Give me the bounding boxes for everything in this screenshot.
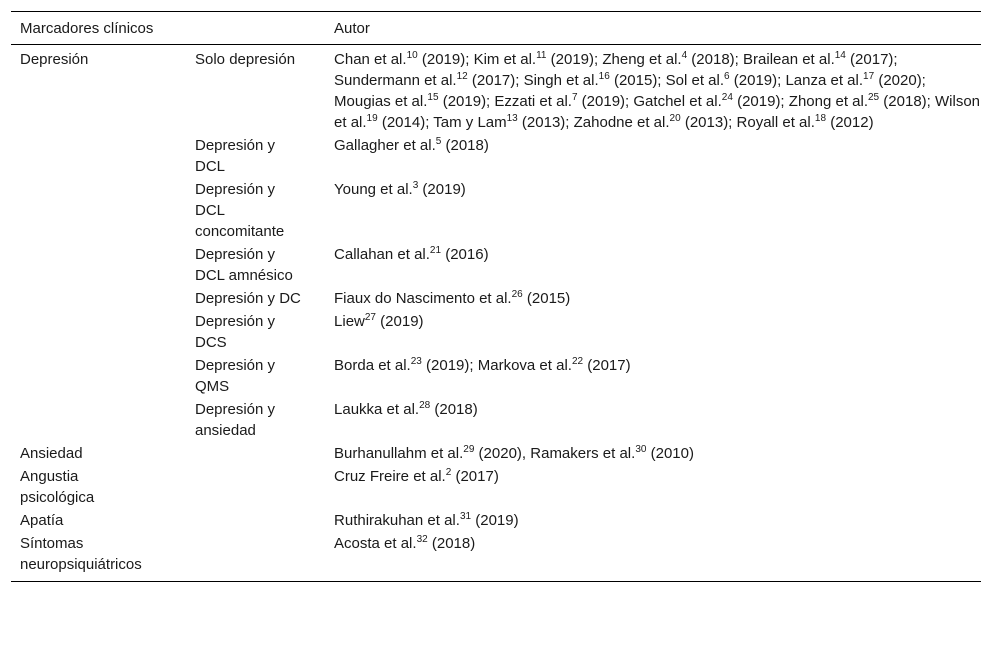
reference-author: Fiaux do Nascimento et al.: [334, 290, 512, 307]
marker-subtype: Depresión y DCL amnésico: [195, 246, 293, 284]
reference-author: Kim et al.: [473, 51, 537, 68]
reference-author: Royall et al.: [736, 114, 815, 131]
reference-year: (2018);: [687, 51, 744, 68]
author-references: [325, 135, 981, 179]
reference-author: Zhong et al.: [788, 93, 868, 110]
reference-year: (2019);: [417, 51, 474, 68]
reference-author: Callahan et al.: [334, 246, 430, 263]
reference-author: Zahodne et al.: [573, 114, 670, 131]
table-row: [11, 355, 981, 399]
reference-number: 30: [635, 444, 647, 455]
reference-number: 18: [814, 113, 827, 124]
reference-number: 12: [456, 71, 468, 82]
table-row: [11, 45, 981, 136]
reference-number: 10: [406, 50, 418, 61]
reference-author: Tam y Lam: [433, 114, 507, 131]
table-body: [11, 45, 981, 582]
marker-group: [11, 135, 186, 179]
reference-author: Singh et al.: [523, 72, 599, 89]
reference-number: 3: [412, 180, 419, 191]
reference-author: Markova et al.: [477, 357, 572, 374]
reference-number: 20: [669, 113, 681, 124]
reference-number: 31: [459, 511, 472, 522]
table-row: [11, 466, 981, 510]
reference-year: (2013);: [680, 114, 737, 131]
reference-year: (2019);: [546, 51, 603, 68]
table-header: [11, 12, 981, 45]
table-row: [11, 443, 981, 466]
reference-number: 6: [724, 71, 730, 82]
author-references: [325, 510, 981, 533]
reference-number: 28: [419, 400, 431, 411]
table-row: [11, 288, 981, 311]
reference-author: Liew: [334, 313, 365, 330]
marker-subtype: Depresión y DCL concomitante: [195, 181, 285, 240]
reference-year: (2020);: [874, 72, 926, 89]
author-references: [325, 179, 981, 244]
reference-year: (2018);: [879, 93, 935, 110]
reference-year: (2015);: [609, 72, 666, 89]
reference-year: (2019);: [421, 357, 478, 374]
marker-group: [11, 179, 186, 244]
author-references: [325, 288, 981, 311]
reference-author: Young et al.: [334, 181, 413, 198]
reference-number: 2: [445, 467, 452, 478]
reference-author: Sundermann et al.: [334, 72, 457, 89]
reference-year: (2019);: [577, 93, 634, 110]
reference-author: Gatchel et al.: [633, 93, 722, 110]
reference-year: (2019);: [732, 93, 789, 110]
header-markers: Marcadores clínicos: [20, 19, 154, 37]
reference-author: Ezzati et al.: [494, 93, 572, 110]
marker-subtype: Depresión y QMS: [195, 357, 276, 395]
reference-author: Burhanullahm et al.: [334, 445, 464, 462]
reference-number: 26: [511, 289, 523, 300]
reference-number: 25: [868, 92, 880, 103]
reference-number: 7: [571, 92, 578, 103]
reference-number: 22: [571, 356, 584, 367]
author-references: [325, 355, 981, 399]
marker-subtype: Depresión y DCS: [195, 313, 276, 351]
header-row: [11, 12, 981, 45]
table-row: [11, 179, 981, 244]
table-row: [11, 135, 981, 179]
reference-author: Cruz Freire et al.: [334, 468, 446, 485]
reference-author: Wilson et al.: [334, 93, 981, 131]
reference-year: (2020),: [474, 445, 531, 462]
reference-number: 17: [863, 71, 875, 82]
marker-group: [11, 244, 186, 288]
reference-year: (2018): [427, 535, 476, 552]
reference-number: 13: [506, 113, 518, 124]
reference-year: (2017): [583, 357, 631, 374]
marker-group: [11, 355, 186, 399]
reference-year: (2016): [441, 246, 489, 263]
reference-year: (2012): [826, 114, 874, 131]
marker-group: Angustia psicológica: [20, 468, 95, 506]
reference-number: 27: [364, 312, 376, 323]
reference-author: Ruthirakuhan et al.: [334, 512, 460, 529]
clinical-markers-table: [11, 11, 981, 582]
reference-author: Sol et al.: [665, 72, 725, 89]
author-references: [325, 311, 981, 355]
reference-number: 15: [427, 92, 439, 103]
table-row: [11, 510, 981, 533]
marker-group: [11, 288, 186, 311]
author-references: [325, 45, 981, 136]
author-references: [325, 244, 981, 288]
reference-year: (2018): [441, 137, 489, 154]
reference-year: (2017): [451, 468, 499, 485]
marker-subtype: Depresión y ansiedad: [195, 401, 276, 439]
marker-group: [11, 311, 186, 355]
reference-year: (2017);: [467, 72, 524, 89]
reference-year: (2010): [646, 445, 694, 462]
reference-author: Ramakers et al.: [530, 445, 636, 462]
reference-number: 19: [366, 113, 378, 124]
reference-author: Acosta et al.: [334, 535, 417, 552]
marker-subtype: Depresión y DC: [195, 290, 301, 307]
reference-year: (2019): [471, 512, 519, 529]
reference-year: (2017);: [845, 51, 898, 68]
reference-number: 4: [681, 50, 688, 61]
reference-year: (2019);: [438, 93, 495, 110]
reference-number: 29: [463, 444, 475, 455]
marker-group: Depresión: [20, 51, 89, 68]
reference-author: Brailean et al.: [743, 51, 835, 68]
marker-group: Ansiedad: [20, 445, 83, 462]
reference-year: (2019): [376, 313, 424, 330]
reference-number: 5: [435, 136, 442, 147]
marker-group: [11, 399, 186, 443]
header-author: Autor: [334, 19, 370, 37]
reference-year: (2018): [430, 401, 478, 418]
reference-number: 11: [536, 50, 547, 61]
reference-author: Chan et al.: [334, 51, 407, 68]
reference-author: Borda et al.: [334, 357, 411, 374]
reference-author: Gallagher et al.: [334, 137, 436, 154]
table-row: [11, 399, 981, 443]
reference-year: (2014);: [377, 114, 434, 131]
reference-number: 23: [410, 356, 422, 367]
reference-year: (2019);: [729, 72, 786, 89]
marker-group: Síntomas neuropsiquiátricos: [20, 535, 142, 573]
reference-author: Laukka et al.: [334, 401, 420, 418]
reference-number: 16: [598, 71, 610, 82]
reference-number: 21: [429, 245, 442, 256]
table-row: [11, 533, 981, 582]
reference-year: (2015): [522, 290, 571, 307]
author-references: [325, 533, 981, 582]
reference-number: 24: [721, 92, 733, 103]
marker-subtype: Depresión y DCL: [195, 137, 276, 175]
marker-subtype: Solo depresión: [195, 51, 296, 68]
author-references: [325, 466, 981, 510]
reference-year: (2013);: [517, 114, 574, 131]
table-row: [11, 244, 981, 288]
reference-author: Lanza et al.: [785, 72, 864, 89]
reference-number: 14: [834, 50, 846, 61]
author-references: [325, 443, 981, 466]
author-references: [325, 399, 981, 443]
marker-group: Apatía: [20, 512, 64, 529]
reference-author: Mougias et al.: [334, 93, 428, 110]
reference-year: (2019): [418, 181, 466, 198]
reference-number: 32: [416, 534, 428, 545]
table-row: [11, 311, 981, 355]
reference-author: Zheng et al.: [602, 51, 682, 68]
